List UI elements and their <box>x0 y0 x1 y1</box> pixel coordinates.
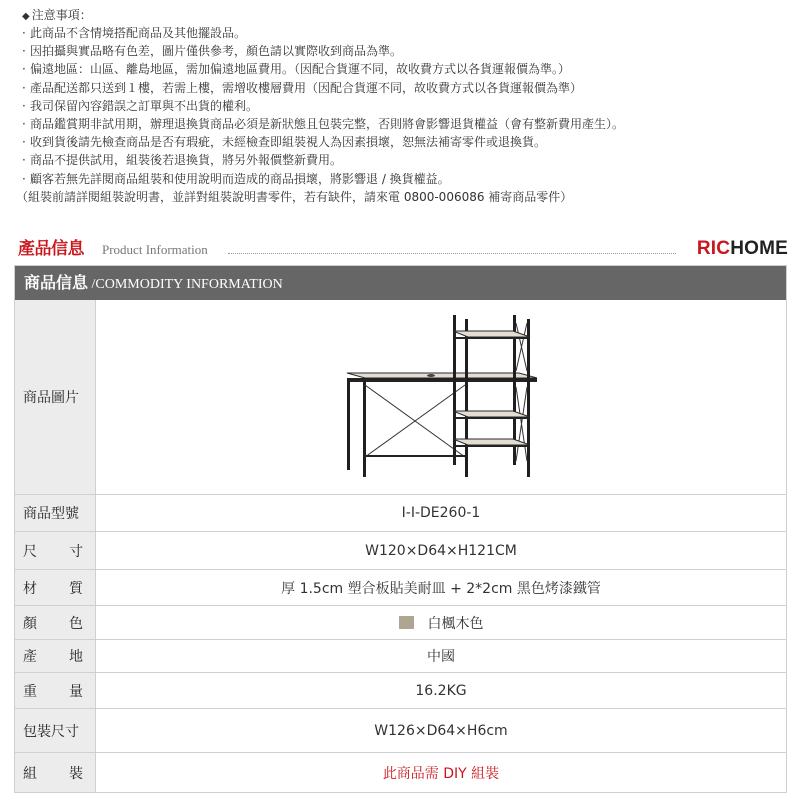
label-image: 商品圖片 <box>15 300 96 494</box>
table-row-origin <box>15 639 786 672</box>
label-weight: 重 量 <box>15 673 96 708</box>
value-material: 厚 1.5cm 塑合板貼美耐皿 + 2*2cm 黑色烤漆鐵管 <box>281 580 601 597</box>
notice-footer: （組裝前請詳閱組裝說明書，並詳對組裝說明書零件，若有缺件，請來電 0800-006086 補寄商品零件） <box>16 189 573 204</box>
table-row-image <box>15 300 786 494</box>
table-row-model <box>15 494 786 531</box>
table-row-weight <box>15 672 786 708</box>
notice-item: · 我司保留內容錯誤之訂單與不出貨的權利。 <box>22 97 792 115</box>
diamond-icon: ◆ <box>22 11 30 22</box>
value-assembly: 此商品需 DIY 組裝 <box>382 765 500 782</box>
value-size: W120×D64×H121CM <box>365 542 517 559</box>
value-color: 白楓木色 <box>96 606 786 639</box>
value-model: I-I-DE260-1 <box>401 505 481 521</box>
table-header-cn: 商品信息 <box>24 273 89 292</box>
table-row-assembly <box>15 752 786 792</box>
value-origin: 中國 <box>427 649 455 665</box>
notice-item: · 顧客若無先詳閱商品組裝和使用說明而造成的商品損壞，將影響退 / 換貨權益。 <box>22 170 792 188</box>
label-color: 顏 色 <box>15 606 96 639</box>
product-image <box>96 300 786 494</box>
table-row-material <box>15 569 786 605</box>
label-assembly: 組 裝 <box>15 753 96 792</box>
commodity-table <box>14 265 787 793</box>
notice-list <box>22 24 792 188</box>
table-row-size <box>15 531 786 569</box>
notice-item: · 商品不提供試用，組裝後若退換貨，將另外報價整新費用。 <box>22 151 792 169</box>
notice-item: · 此商品不含情境搭配商品及其他擺設品。 <box>22 24 792 42</box>
label-package: 包裝尺寸 <box>15 709 96 752</box>
value-weight: 16.2KG <box>415 682 467 699</box>
label-origin: 產 地 <box>15 640 96 672</box>
notice-item: · 因拍攝與實品略有色差，圖片僅供參考，顏色請以實際收到商品為準。 <box>22 42 792 60</box>
notice-item: · 產品配送都只送到１樓，若需上樓，需增收樓層費用（因配合貨運不同，故收費方式以各貨運報價為準） <box>22 79 792 97</box>
section-title: 產品信息 <box>18 239 84 259</box>
table-row-color <box>15 605 786 639</box>
section-subtitle: Product Information <box>102 242 208 257</box>
brand-logo: RICHOME <box>696 238 788 259</box>
desk-illustration <box>341 311 541 483</box>
color-swatch <box>399 616 414 629</box>
notice-item: · 收到貨後請先檢查商品是否有瑕疵，未經檢查即組裝視人為因素損壞，恕無法補寄零件或退換貨。 <box>22 133 792 151</box>
table-header-en: /COMMODITY INFORMATION <box>88 277 283 292</box>
dotted-divider <box>228 253 676 254</box>
label-size: 尺 寸 <box>15 532 96 569</box>
value-package: W126×D64×H6cm <box>374 722 508 739</box>
notice-item: · 偏遠地區：山區、離島地區，需加偏遠地區費用。（因配合貨運不同，故收費方式以各貨運報價為準。） <box>22 60 792 78</box>
notice-block <box>16 6 792 206</box>
table-header <box>15 266 786 300</box>
label-material: 材 質 <box>15 570 96 605</box>
table-row-package <box>15 708 786 752</box>
section-heading <box>18 236 788 262</box>
label-model: 商品型號 <box>15 495 96 531</box>
notice-item: · 商品鑑賞期非試用期，辦理退換貨商品必須是新狀態且包裝完整，否則將會影響退貨權益（會有整新費用產生）。 <box>22 115 792 133</box>
notice-title: ◆ 注意事項： <box>22 8 92 22</box>
